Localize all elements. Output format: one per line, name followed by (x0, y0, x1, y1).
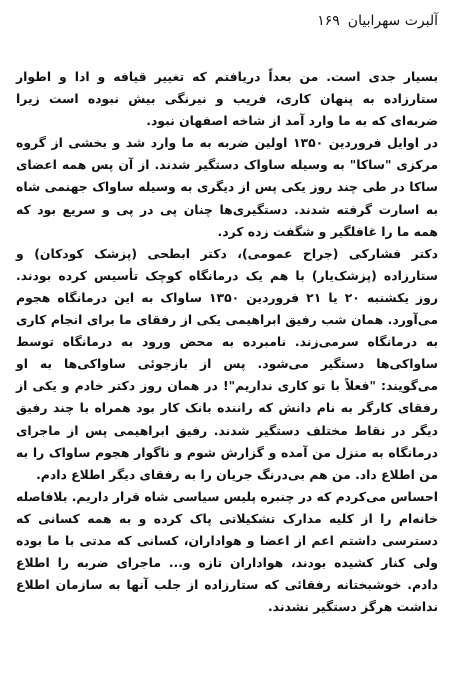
running-head (16, 12, 438, 30)
paragraph-3: دکتر فشارکی (جراح عمومی)، دکتر ابطحی (پزشک کودکان) و ستارزاده (پزشک‌یار) با هم یک درمانگاه کوچک تأسیس کرده بودند. روز یکشنبه ۲۰ یا ۲۱ فروردین ۱۳۵۰ ساواک به این درمانگاه هجوم می‌آورد. همان شب رفیق ابراهیمی یکی از رفقای ما برای انجام کاری به درمانگاه سرمی‌زند. نامبرده به محض ورود به درمانگاه توسط ساواکی‌ها دستگیر می‌شود. پس از بازجوئی ساواکی‌ها به او می‌گویند: "فعلاً با تو کاری نداریم"! در همان روز دکتر خادم و یکی از رفقای کارگر به نام دانش که راننده بانک کار بود همراه با چند رفیق دیگر در نقاط مختلف دستگیر شدند. رفیق ابراهیمی پس از ماجرای درمانگاه به منزل من آمده و گزارش شوم و ناگوار هجوم ساواک را به من اطلاع داد. من هم بی‌درنگ جریان را به رفقای دیگر اطلاع دادم. (16, 245, 438, 482)
paragraph-2: در اوایل فروردین ۱۳۵۰ اولین ضربه به ما وارد شد و بخشی از گروه مرکزی "ساکا" به وسیله ساواک دستگیر شدند. از آن پس همه اعضای ساکا در طی چند روز یکی پس از دیگری به وسیله ساواک جهنمی شاه به اسارت گرفته شدند. دستگیری‌ها چنان پی در پی و سریع بود که همه ما را غافلگیر و شگفت زده کرد. (16, 135, 438, 239)
page-number: ۱۶۹ (317, 13, 340, 29)
running-head-title: آلبرت سهرابیان (347, 13, 438, 29)
paragraph-4: احساس می‌کردم که در چنبره پلیس سیاسی شاه قرار داریم. بلافاصله خانه‌ام را از کلیه مدارک تشکیلاتی پاک کرده و به همه کسانی که دسترسی داشتم اعم از اعضا و هواداران، کسانی که مدتی با ما بوده ولی کنار کشیده بودند، هواداران تازه و... ماجرای ضربه را اطلاع دادم. خوشبختانه رفقائی که ستارزاده از جلب آنها به سازمان اطلاع نداشت هرگز دستگیر نشدند. (16, 488, 438, 615)
paragraph-1: بسیار جدی است. من بعداً دریافتم که تغییر قیافه و ادا و اطوار ستارزاده به پنهان کاری، فریب و نیرنگی بیش نبوده است زیرا ضربه‌ای که به ما وارد آمد از شاخه اصفهان نبود. (16, 69, 438, 129)
body-text (16, 66, 438, 618)
